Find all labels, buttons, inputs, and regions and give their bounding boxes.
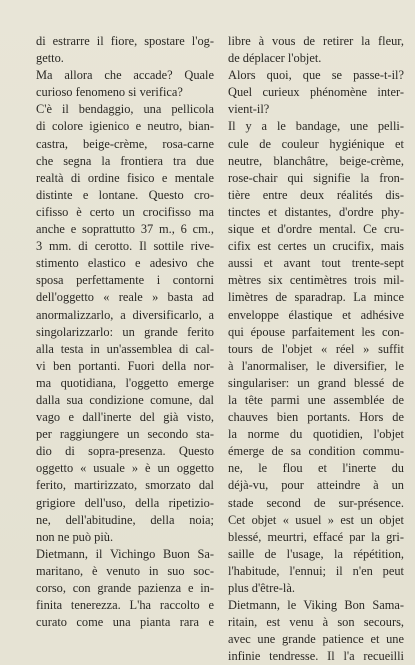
italian-line: non ne può più. [36, 529, 114, 544]
italian-line: 3 mm. di cerotto. Il sottile rive- [36, 239, 214, 254]
italian-line: Dietmann, il Vichingo Buon Sa- [36, 546, 214, 561]
french-line: singulariser: un grand blessé de [228, 375, 404, 390]
french-line: de déplacer l'objet. [228, 51, 322, 66]
french-line: blessé, meurtri, effacé par la gri- [228, 529, 404, 544]
italian-line: corso, con grande pazienza e in- [36, 581, 214, 595]
french-line: vient-il? [228, 102, 270, 117]
french-line: ne, le flou et l'inerte du [228, 461, 404, 476]
italian-line: ne, dell'abitudine, della noia; [36, 512, 214, 527]
italian-line: di colore igienico e neutro, bian- [36, 119, 214, 134]
italian-line: di estrarre il fiore, spostare l'og- [36, 34, 214, 48]
italian-line: dio di sopra-presenza. Questo [36, 444, 214, 459]
italian-line: finita tenerezza. L'ha raccolto e [36, 598, 214, 613]
french-text-column [228, 33, 404, 665]
french-line: cule de couleur hygiénique et [228, 136, 404, 151]
italian-line: castra, beige-crème, rosa-carne [36, 136, 214, 151]
italian-line: singolarizzarlo: un grande ferito [36, 324, 214, 339]
italian-line: anche e soprattutto 37 m., 6 cm., [36, 222, 214, 237]
italian-line: Ma allora che accade? Quale [36, 68, 214, 83]
italian-line: ma quotidiana, l'oggetto emerge [36, 375, 214, 390]
french-line: infinie tendresse. Il l'a recueilli [228, 649, 404, 664]
french-line: rose-chair qui signifie la fron- [228, 170, 404, 185]
italian-line: distinte e lontane. Questo cro- [36, 187, 214, 202]
italian-line: C'è il bendaggio, una pellicola [36, 102, 214, 117]
french-line: saille de l'usage, la répétition, [228, 546, 404, 561]
italian-text-column [36, 33, 214, 631]
french-line: neutre, blanchâtre, beige-crème, [228, 153, 404, 168]
italian-line: alla testa in un'assemblea di cal- [36, 341, 214, 356]
french-line: Quel curieux phénomène inter- [228, 85, 404, 100]
french-line: limètres de sparadrap. La mince [228, 290, 404, 305]
italian-line: stimento elastico e adesivo che [36, 256, 214, 271]
italian-line: oggetto « usuale » è un oggetto [36, 461, 214, 476]
french-line: ritain, est venu à son secours, [228, 615, 404, 630]
italian-line: getto. [36, 51, 64, 66]
french-line: stade second de sur-présence. [228, 495, 404, 510]
french-line: Dietmann, le Viking Bon Sama- [228, 598, 404, 613]
french-line: Alors quoi, que se passe-t-il? [228, 68, 404, 83]
french-line: chauves bien portants. Hors de [228, 410, 404, 425]
french-line: émerge de sa condition commu- [228, 444, 404, 459]
french-line: l'habitude, l'ennui; il n'en peut [228, 563, 404, 578]
french-line: à l'anormaliser, le diversifier, le [228, 358, 404, 373]
italian-line: curioso fenomeno si verifica? [36, 85, 183, 100]
italian-line: realtà di ordine fisico e mentale [36, 170, 214, 185]
italian-line: anormalizzarlo, a diversificarlo, a [36, 307, 214, 322]
italian-line: che segna la frontiera tra due [36, 153, 214, 168]
french-line: mètres six centimètres trois mil- [228, 273, 404, 288]
italian-line: grigiore dell'uso, della ripetizio- [36, 495, 214, 510]
italian-line: per raggiungere un secondo sta- [36, 427, 214, 442]
french-line: enveloppe élastique et adhésive [228, 307, 404, 322]
french-line: la tête parmi une assemblée de [228, 392, 404, 407]
french-line: aussi et avant tout trente-sept [228, 256, 404, 271]
italian-line: vago e dall'inerte del già visto, [36, 410, 214, 425]
french-line: avec une grande patience et une [228, 632, 404, 647]
italian-line: maritano, è venuto in suo soc- [36, 563, 214, 578]
italian-line: sposa perfettamente i contorni [36, 273, 214, 288]
french-line: libre à vous de retirer la fleur, [228, 34, 404, 48]
french-line: tours de l'objet « réel » suffit [228, 341, 404, 356]
french-line: Il y a le bandage, une pelli- [228, 119, 404, 134]
italian-line: vi ben portanti. Fuori della nor- [36, 358, 214, 373]
italian-line: dalla sua condizione comune, dal [36, 392, 214, 407]
french-line: Cet objet « usuel » est un objet [228, 512, 404, 527]
italian-line: ferito, martirizzato, smorzato dal [36, 478, 214, 493]
french-line: plus d'être-là. [228, 581, 295, 595]
french-line: tinctes et distantes, d'ordre phy- [228, 204, 404, 219]
french-line: la norme du quotidien, l'objet [228, 427, 404, 442]
french-line: tière entre deux réalités dis- [228, 187, 404, 202]
italian-line: cifisso è certo un crocifisso ma [36, 204, 214, 219]
italian-line: curato come una pianta rara e [36, 615, 214, 630]
french-line: qui épouse parfaitement les con- [228, 324, 404, 339]
french-line: déjà-vu, pour atteindre à un [228, 478, 404, 493]
french-line: sique et d'ordre mental. Ce cru- [228, 222, 404, 237]
french-line: cifix est certes un crucifix, mais [228, 239, 404, 254]
italian-line: dell'oggetto « reale » basta ad [36, 290, 214, 305]
